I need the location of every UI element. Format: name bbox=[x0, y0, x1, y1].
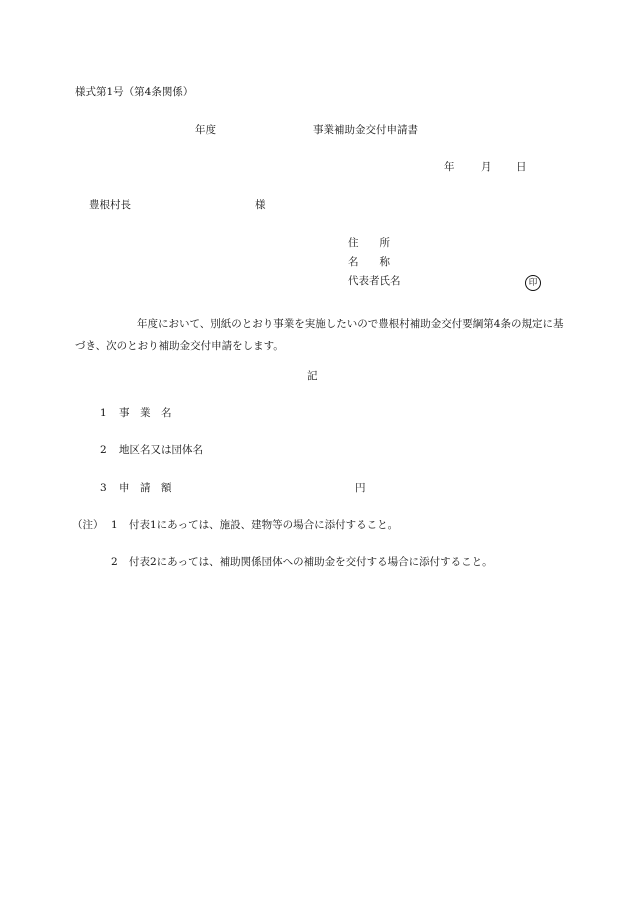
item-1-label: 事 業 名 bbox=[119, 407, 172, 419]
ki-heading: 記 bbox=[307, 370, 318, 382]
date-day: 日 bbox=[516, 161, 527, 173]
item-3-number: 3 bbox=[100, 482, 107, 494]
notes-prefix: （注） bbox=[72, 519, 104, 531]
note-2-text: 付表2にあっては、補助関係団体への補助金を交付する場合に添付すること。 bbox=[129, 556, 493, 568]
item-3-unit: 円 bbox=[355, 482, 366, 494]
body-paragraph bbox=[75, 313, 570, 357]
body-text: 年度において、別紙のとおり事業を実施したいので豊根村補助金交付要綱第4条の規定に基づき、次のとおり補助金交付申請をします。 bbox=[75, 318, 564, 352]
note-1-text: 付表1にあっては、施設、建物等の場合に添付すること。 bbox=[129, 519, 399, 531]
document-title: 事業補助金交付申請書 bbox=[313, 124, 418, 136]
addressee-name: 豊根村長 bbox=[89, 199, 131, 211]
item-2-label: 地区名又は団体名 bbox=[119, 444, 203, 456]
item-1-number: 1 bbox=[100, 407, 107, 419]
note-1-number: 1 bbox=[111, 519, 118, 531]
item-3-label: 申 請 額 bbox=[119, 482, 172, 494]
applicant-name-label: 名 称 bbox=[348, 256, 390, 268]
title-year-label: 年度 bbox=[195, 124, 216, 136]
form-number: 様式第1号（第4条関係） bbox=[75, 86, 194, 98]
seal-mark: 印 bbox=[525, 275, 541, 291]
applicant-address-label: 住 所 bbox=[348, 237, 390, 249]
date-month: 月 bbox=[481, 161, 492, 173]
item-2-number: 2 bbox=[100, 444, 107, 456]
applicant-representative-label: 代表者氏名 bbox=[348, 275, 401, 287]
note-2-number: 2 bbox=[111, 556, 118, 568]
addressee-honorific: 様 bbox=[255, 199, 266, 211]
date-year: 年 bbox=[444, 161, 455, 173]
